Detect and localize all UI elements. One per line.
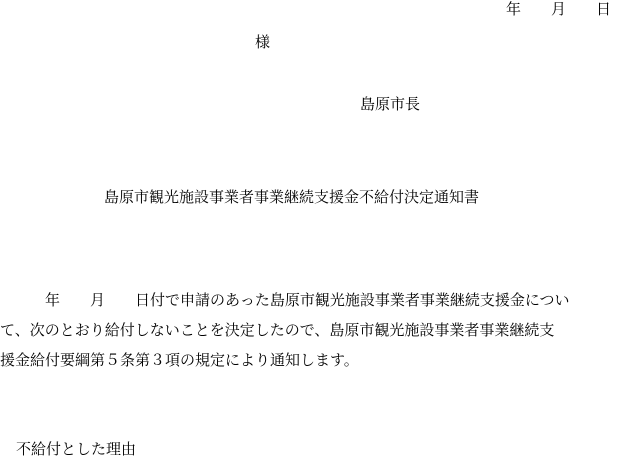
addressee-suffix: 様 [255, 33, 271, 51]
body-line-3: 援金給付要綱第５条第３項の規定により通知します。 [0, 351, 359, 369]
body-paragraph [0, 285, 627, 375]
body-line-1: 年 月 日付で申請のあった島原市観光施設事業者事業継続支援金につい [0, 291, 570, 309]
body-line-2: て、次のとおり給付しないことを決定したので、島原市観光施設事業者事業継続支 [0, 321, 555, 339]
document-title: 島原市観光施設事業者事業継続支援金不給付決定通知書 [104, 188, 480, 206]
reason-label: 不給付とした理由 [16, 440, 137, 458]
date-line: 年 月 日 [505, 0, 611, 18]
issuer-name: 島原市長 [360, 95, 421, 113]
